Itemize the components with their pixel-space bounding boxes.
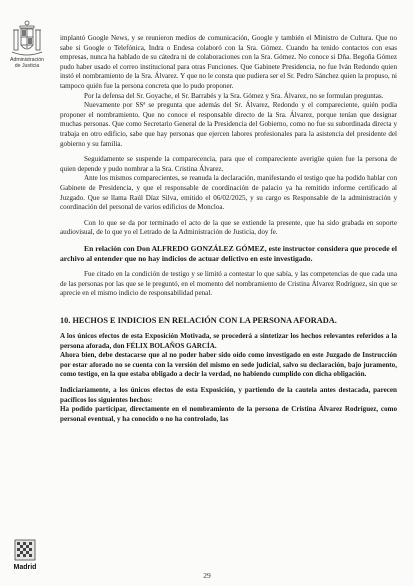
spacer [60, 299, 397, 315]
paragraph-bold [60, 244, 397, 264]
page-number: 29 [203, 571, 211, 580]
bold-text: A los únicos efectos de esta Exposición Motivada, se procederá a sintetizar los hechos relevantes referidos a la persona aforada, don FÉLIX BOLAÑOS GARCÍA. [60, 332, 397, 350]
authority-line-1: Administración [9, 57, 45, 63]
issuing-authority [2, 57, 52, 69]
coat-of-arms-icon [10, 20, 44, 60]
bold-text: Indiciariamente, a los únicos efectos de esta Exposición, y partiendo de la cautela antes destacada, parecen pacíficos los siguientes hechos: [60, 386, 397, 404]
bold-text: En relación con Don ALFREDO GONZÁLEZ GÓMEZ, este instructor considera que procede el archivo al entender que no hay indicios de actuar delictivo en este investigado. [60, 243, 397, 264]
authority-line-2: de Justicia [14, 63, 40, 69]
paragraph-bold [60, 405, 397, 424]
bold-text: Ha podido participar, directamente en el nombramiento de la persona de Cristina Álvarez Rodríguez, como personal eventual, y ha conocido o no ha controlado, las [60, 405, 397, 423]
paragraph: Ante los mismos comparecientes, se reanuda la declaración, manifestando el testigo que ha podido hablar con Gabinete de Presidencia, y que el responsable de coordinación de palacio ya ha remitido informe certificado al Juzgado. Que se llama Raúl Díaz Silva, emitido el 06/02/2025, y su cargo es Responsable de la administración y coordinación del personal de varios edificios de Moncloa. [60, 174, 397, 212]
paragraph: Por la defensa del Sr. Goyache, el Sr. Barrabés y la Sra. Gómez y Sra. Álvarez, no se formulan preguntas. [84, 91, 384, 100]
bold-text: Ahora bien, debe destacarse que al no poder haber sido oído como investigado en este Juzgado de Instrucción por estar aforado no se cuenta con la versión del mismo en sede judicial, salvo su declaración, bajo juramento, como testigo, en la que estaba obligado a decir la verdad, no habiendo cumplido con dicha obligación. [60, 351, 397, 379]
paragraph: Seguidamente se suspende la comparecencia, para que el compareciente averigüe quien fue la persona de quien depende y pudo nombrar a la Sra. Cristina Álvarez. [60, 155, 397, 173]
footer-city: Madrid [13, 564, 37, 571]
paragraph: implantó Google News, y se reunieron medios de comunicación, Google y también el Ministro de Cultura. Que no sabe si Google o Telefónica, Indra o Endesa colaboró con la Sra. Gómez. Cuando ha tenido contactos con esas empresas, nunca ha hablado de su cátedra ni de colaboraciones con la Sra. Gómez. No conoce si Dña. Begoña Gómez pudo haber usado el correo institucional para otras Funciones. Que Gabinete Presidencia, no fue Iván Redondo quien instó el nombramiento de la Sra. Álvarez. Y que no le consta que pudiera ser el Sr. Pedro Sánchez quien la propuso, ni tampoco quién fue la persona concreta que lo pudo proponer. [60, 34, 397, 90]
section-heading: 10. HECHOS E INDICIOS EN RELACIÓN CON LA PERSONA AFORADA. [60, 316, 337, 326]
madrid-emblem-icon [13, 538, 37, 562]
paragraph: Fue citado en la condición de testigo y se limitó a contestar lo que sabía, y las competencias de que cada una de las personas por las que se le preguntó, en el momento del nombramiento de Cristina Álvarez Rodríguez, sin que se aprecie en el mismo indicio de responsabilidad penal. [60, 270, 397, 298]
document-body [60, 34, 397, 424]
paragraph: Nuevamente por SSª se pregunta que además del Sr. Álvarez, Redondo y el compareciente, quién podía proponer el nombramiento. Que no conoce el responsable directo de la Sra. Álvarez, porque tenían que designar muchas personas. Que como Secretario General de la Presidencia del Gobierno, como no fue su subordinada directa y trabaja en otro edificio, sabe que hay personas que ejercen labores profesionales para la asistencia del presidente del gobierno y su familia. [60, 101, 397, 148]
paragraph-bold [60, 386, 397, 405]
paragraph-bold [60, 332, 397, 351]
paragraph-bold [60, 351, 397, 380]
paragraph: Con lo que se da por terminado el acto de la que se extiende la presente, que ha sido grabada en soporte audiovisual, de lo que yo el Letrado de la Administración de Justicia, doy fe. [60, 218, 397, 237]
